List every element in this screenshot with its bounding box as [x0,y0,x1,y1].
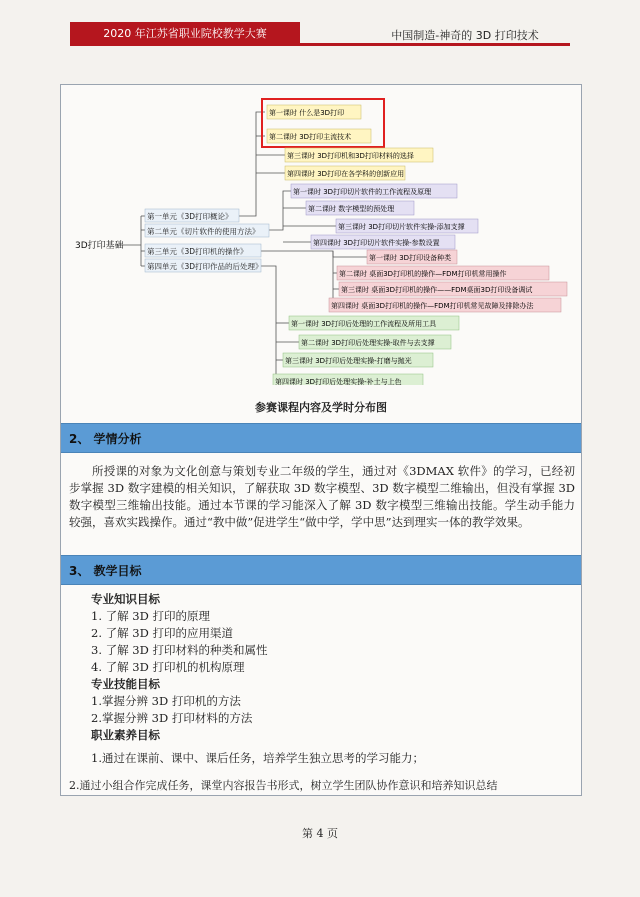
course-mindmap [61,85,581,385]
section-2-paragraph: 所授课的对象为文化创意与策划专业二年级的学生，通过对《3DMAX 软件》的学习，已经初步掌握 3D 数字建模的相关知识，了解获取 3D 数字模型、3D 数字模型二维输出，但没有掌握 3D 数字模型三维输出技能。通过本节课的学习能深入了解 3D 数字模型三维输出技能。学生动手能力较强，喜欢实践操作。通过“教中做”促进学生“做中学，学中思”达到理实一体的教学效果。 [69,464,575,529]
section-2-heading: 2、 学情分析 [61,423,581,453]
lesson-u4-3: 第三课时 3D打印后处理实操-打磨与抛光 [285,357,412,365]
knowledge-goals-title: 专业知识目标 [91,592,160,606]
quality-goal-item: 1.通过在课前、课中、课后任务，培养学生独立思考的学习能力； [91,751,424,765]
lesson-u1-4: 第四课时 3D打印在各学科的创新应用 [287,170,405,178]
lesson-u3-1: 第一课时 3D打印设备种类 [369,254,452,262]
mindmap-root: 3D打印基础 [75,241,124,251]
unit-1-label: 第一单元《3D打印概论》 [147,212,233,221]
skill-goal-item: 2.掌握分辨 3D 打印材料的方法 [91,711,253,725]
skill-goals-title: 专业技能目标 [91,677,160,691]
lesson-u3-2: 第二课时 桌面3D打印机的操作—FDM打印机常用操作 [339,270,507,278]
knowledge-goal-item: 3. 了解 3D 打印材料的种类和属性 [91,643,268,657]
lesson-u4-1: 第一课时 3D打印后处理的工作流程及所用工具 [291,320,437,328]
lesson-u4-4: 第四课时 3D打印后处理实操-补土与上色 [275,378,402,385]
knowledge-goal-item: 1. 了解 3D 打印的原理 [91,609,210,623]
lesson-u2-2: 第二课时 数字模型的预处理 [308,205,395,213]
unit-2-label: 第二单元《切片软件的使用方法》 [147,227,260,236]
lesson-u1-2: 第二课时 3D打印主流技术 [269,133,352,141]
header-rule [300,43,570,46]
lesson-u4-2: 第二课时 3D打印后处理实操-取件与去支撑 [301,339,435,347]
page-header [0,0,640,60]
teaching-goals [69,591,571,794]
unit-3-label: 第三单元《3D打印机的操作》 [147,247,248,256]
document-title: 中国制造-神奇的 3D 打印技术 [391,29,539,42]
skill-goal-item: 1.掌握分辨 3D 打印机的方法 [91,694,241,708]
knowledge-goal-item: 2. 了解 3D 打印的应用渠道 [91,626,233,640]
quality-goal-item: 2.通过小组合作完成任务，课堂内容报告书形式，树立学生团队协作意识和培养知识总结 [69,779,498,792]
page-number: 第 4 页 [302,827,338,840]
lesson-u2-4: 第四课时 3D打印切片软件实操-参数设置 [313,239,440,247]
lesson-u1-3: 第三课时 3D打印机和3D打印材料的选择 [287,152,414,160]
unit-4-label: 第四单元《3D打印作品的后处理》 [147,262,263,271]
lesson-u2-3: 第三课时 3D打印切片软件实操-添加支撑 [338,223,465,231]
competition-banner: 2020 年江苏省职业院校教学大赛 [70,22,300,46]
diagram-caption: 参赛课程内容及学时分布图 [255,401,387,414]
lesson-u3-4: 第四课时 桌面3D打印机的操作—FDM打印机常见故障及排除办法 [331,302,534,310]
knowledge-goal-item: 4. 了解 3D 打印机的机构原理 [91,660,245,674]
section-3-heading: 3、 教学目标 [61,555,581,585]
lesson-u1-1: 第一课时 什么是3D打印 [269,109,345,117]
lesson-u2-1: 第一课时 3D打印切片软件的工作流程及原理 [293,188,432,196]
content-frame [60,84,582,796]
lesson-u3-3: 第三课时 桌面3D打印机的操作——FDM桌面3D打印设备调试 [341,286,533,294]
quality-goals-title: 职业素养目标 [91,728,160,742]
